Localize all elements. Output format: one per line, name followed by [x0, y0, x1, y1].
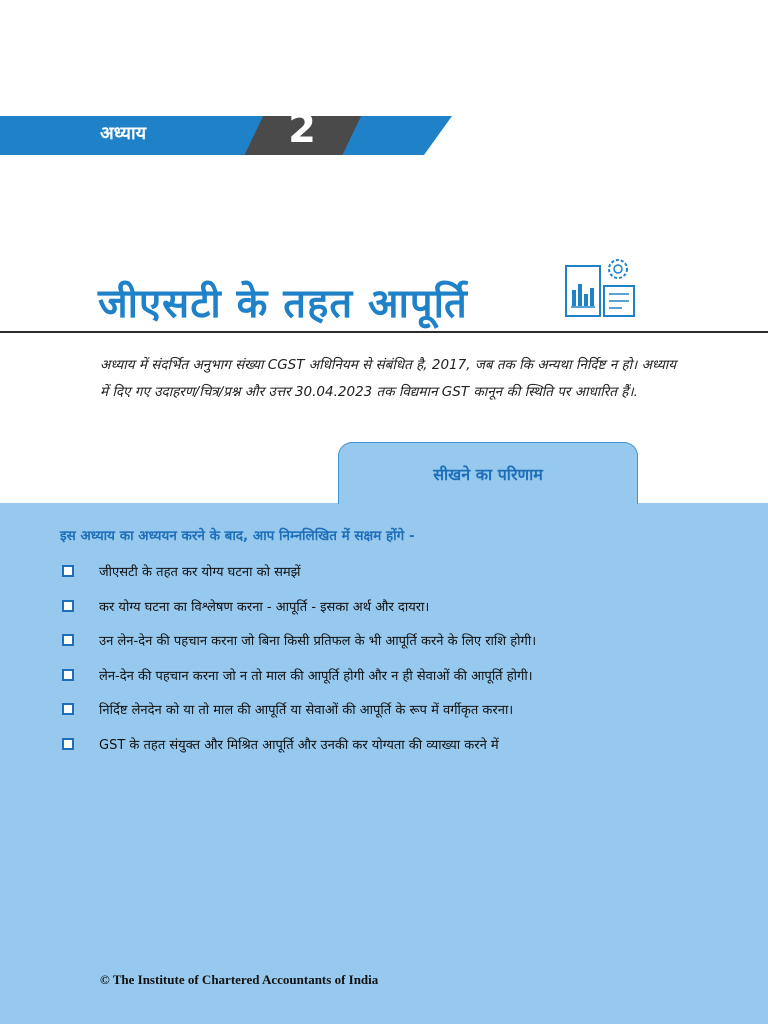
list-item [60, 735, 750, 770]
list-item [60, 562, 750, 597]
chapter-intro-text: अध्याय में संदर्भित अनुभाग संख्या CGST अधिनियम से संबंधित है, 2017, जब तक कि अन्यथा निर्दिष्ट न हो। अध्याय में दिए गए उदाहरण/चित्र/प्रश्न और उत्तर 30.04.2023 तक विद्यमान GST कानून की स्थिति पर आधारित हैं।. [100, 357, 677, 400]
checkbox-bullet-icon [62, 600, 74, 612]
checkbox-bullet-icon [62, 565, 74, 577]
list-item-text: जीएसटी के तहत कर योग्य घटना को समझें [99, 565, 301, 580]
checkbox-bullet-icon [62, 738, 74, 750]
list-item-text: GST के तहत संयुक्त और मिश्रित आपूर्ति और उनकी कर योग्यता की व्याख्या करने में [99, 737, 499, 753]
copyright-footer: © The Institute of Chartered Accountants of India [100, 972, 379, 987]
document-chart-gear-icon [562, 256, 638, 320]
chapter-banner [0, 116, 452, 155]
learning-outcomes-intro: इस अध्याय का अध्ययन करने के बाद, आप निम्नलिखित में सक्षम होंगे - [60, 528, 415, 544]
checkbox-bullet-icon [62, 669, 74, 681]
checkbox-bullet-icon [62, 634, 74, 646]
list-item [60, 631, 750, 666]
chapter-title: जीएसटी के तहत आपूर्ति [98, 281, 468, 327]
list-item [60, 700, 750, 735]
learning-outcomes-heading: सीखने का परिणाम [433, 465, 543, 484]
list-item-text: लेन-देन की पहचान करना जो न तो माल की आपूर्ति होगी और न ही सेवाओं की आपूर्ति होगी। [99, 668, 533, 684]
list-item-text: उन लेन-देन की पहचान करना जो बिना किसी प्रतिफल के भी आपूर्ति करने के लिए राशि होगी। [99, 634, 537, 649]
learning-outcomes-list [60, 562, 750, 769]
chapter-number: 2 [288, 106, 316, 152]
title-divider [0, 331, 768, 333]
list-item [60, 666, 750, 701]
list-item [60, 597, 750, 632]
list-item-text: कर योग्य घटना का विश्लेषण करना - आपूर्ति - इसका अर्थ और दायरा। [99, 599, 430, 615]
chapter-label: अध्याय [100, 123, 147, 144]
learning-outcomes-tab [338, 442, 638, 504]
list-item-text: निर्दिष्ट लेनदेन को या तो माल की आपूर्ति या सेवाओं की आपूर्ति के रूप में वर्गीकृत करना। [99, 703, 514, 718]
checkbox-bullet-icon [62, 703, 74, 715]
